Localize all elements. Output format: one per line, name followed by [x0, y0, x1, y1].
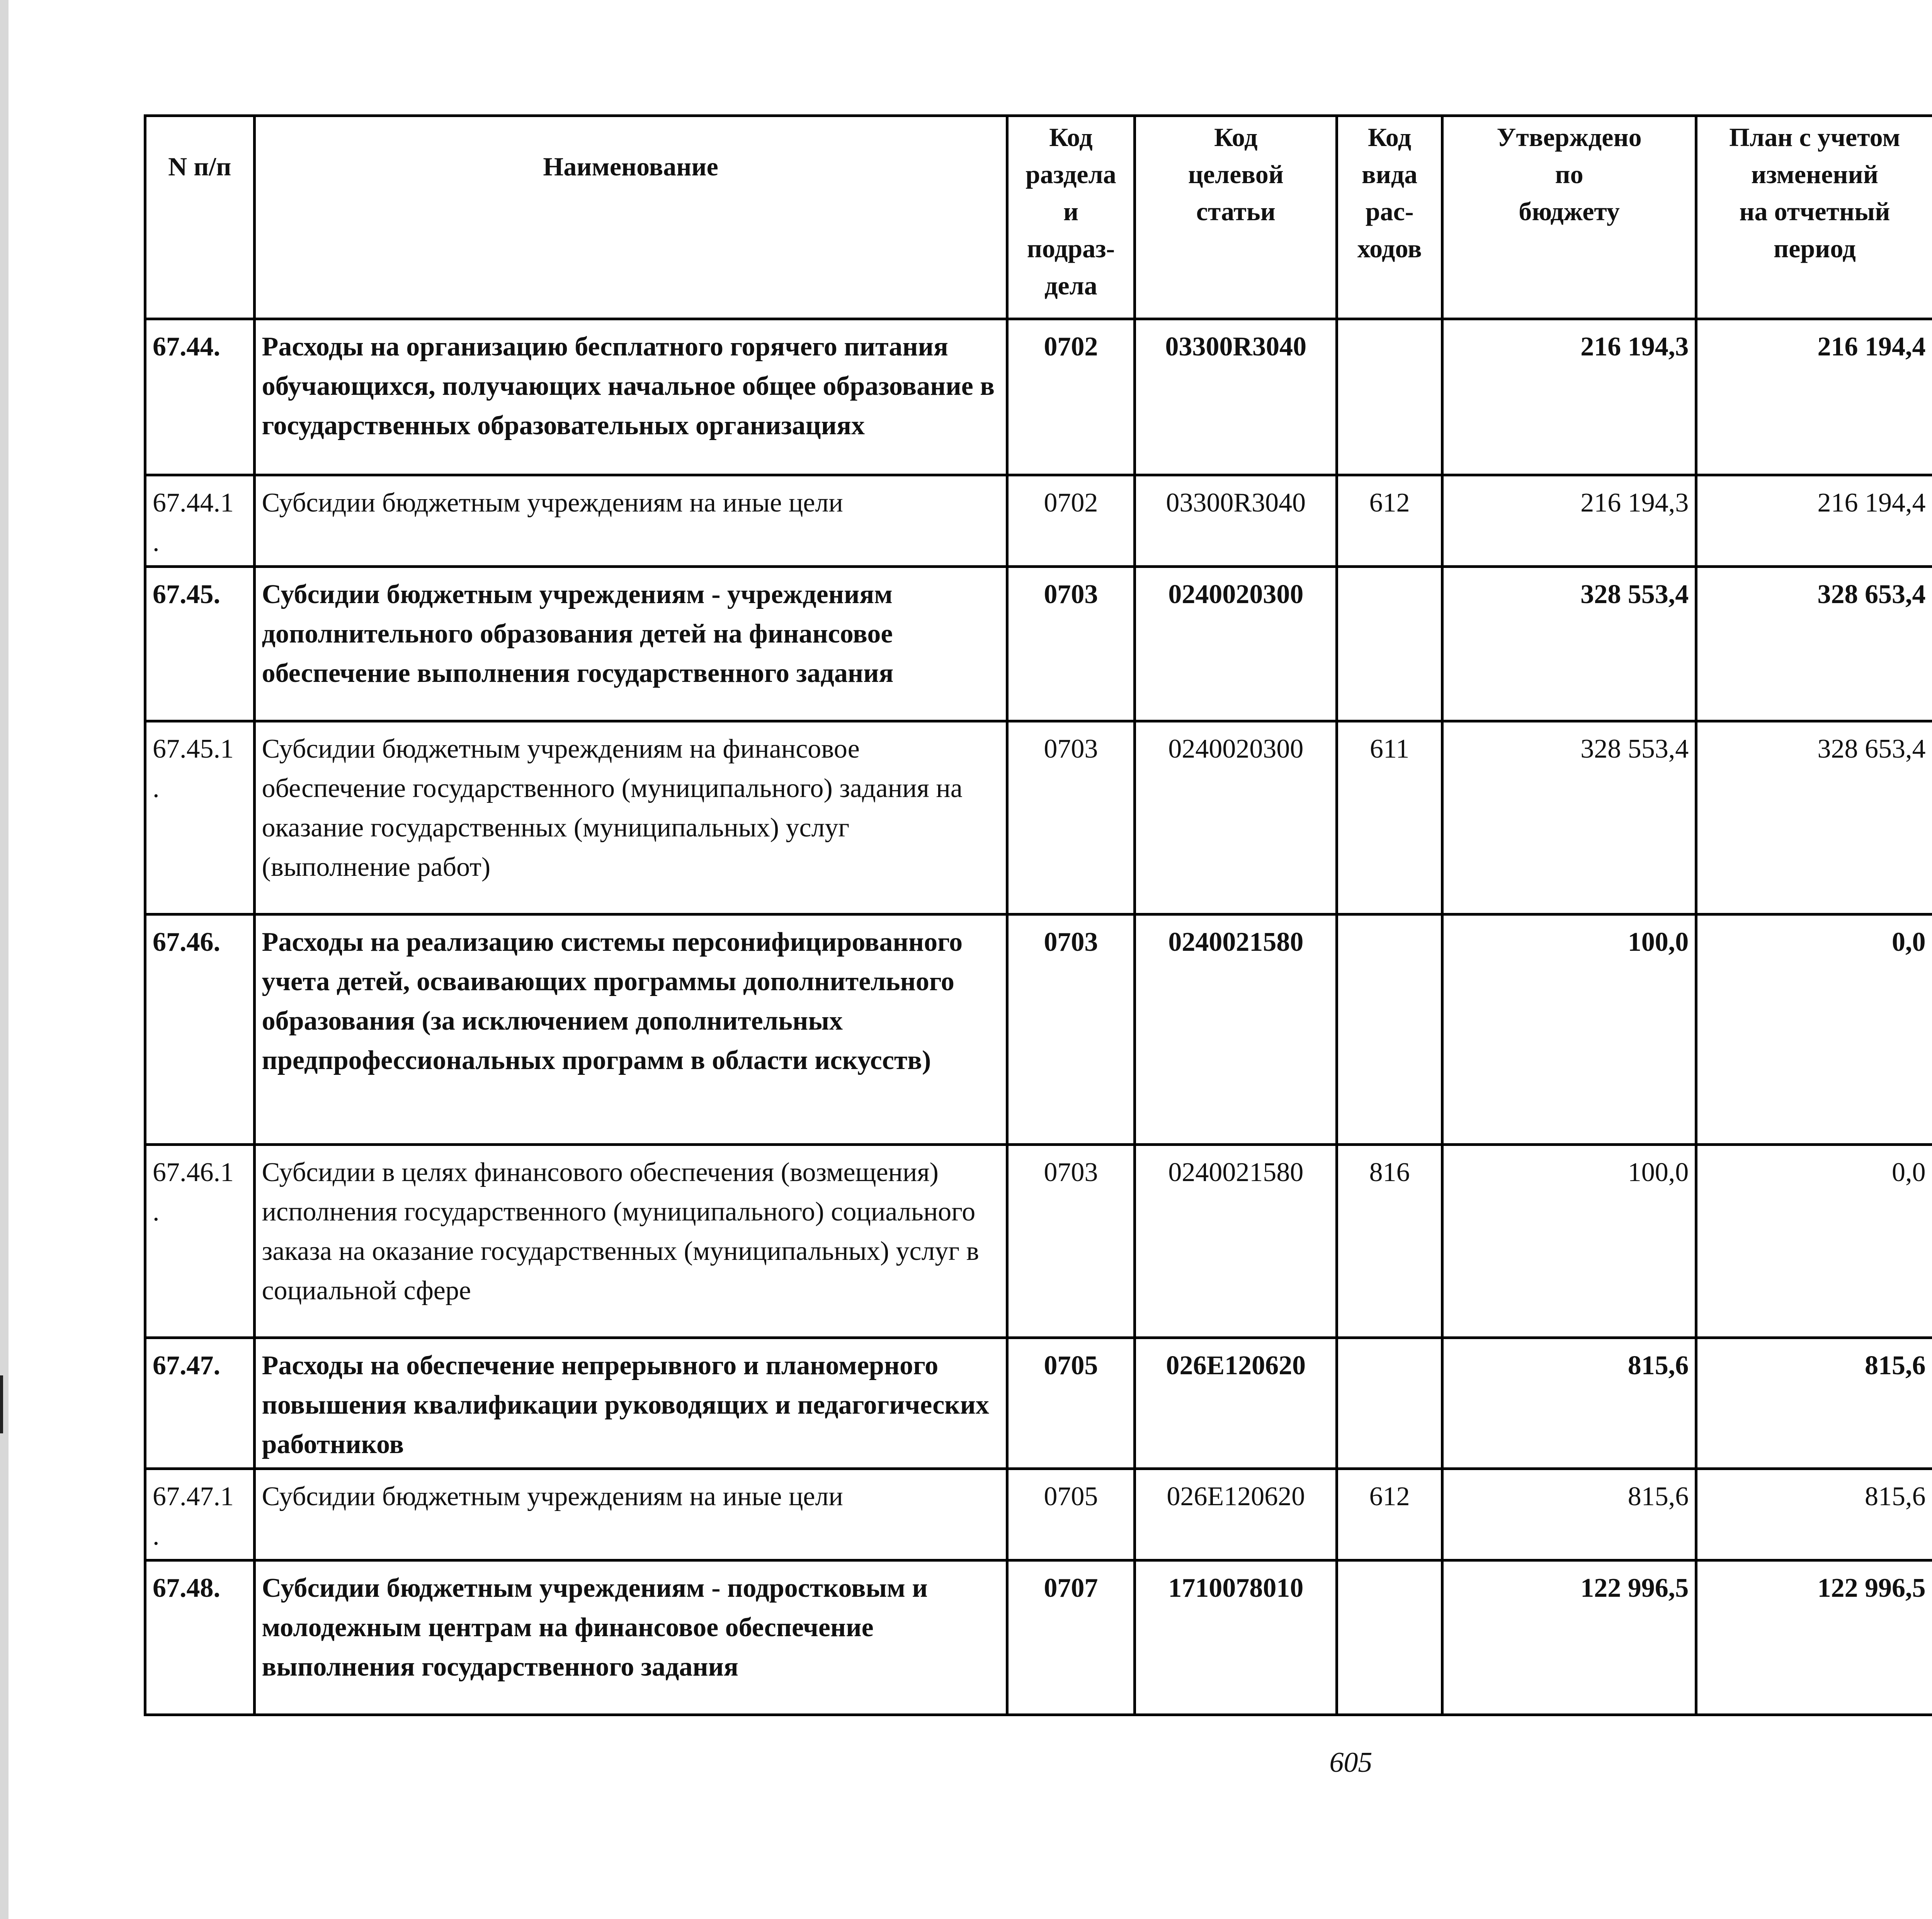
row-cel: 03300R3040	[1135, 319, 1337, 475]
header-num: N п/п	[145, 116, 255, 319]
table-row	[145, 914, 1932, 1145]
header-cel-line: целевой	[1188, 160, 1284, 189]
table-row	[145, 567, 1932, 721]
header-utv-line: Утверждено	[1497, 122, 1642, 152]
row-plan: 0,0	[1696, 914, 1932, 1145]
row-razdel: 0707	[1007, 1560, 1135, 1715]
header-cel-line: статьи	[1196, 197, 1276, 226]
header-vid-line: ходов	[1357, 234, 1422, 263]
header-vid-line: Код	[1367, 122, 1412, 152]
header-plan	[1696, 116, 1932, 319]
row-vid: 612	[1337, 475, 1442, 567]
header-name: Наименование	[254, 116, 1007, 319]
row-vid	[1337, 567, 1442, 721]
row-cel: 026E120620	[1135, 1338, 1337, 1469]
header-razdel-line: дела	[1044, 271, 1097, 300]
scan-mark	[0, 1375, 3, 1433]
table-row	[145, 1145, 1932, 1338]
header-razdel-line: и	[1063, 197, 1079, 226]
row-cel: 026E120620	[1135, 1469, 1337, 1560]
row-name: Субсидии бюджетным учреждениям на иные цели	[254, 475, 1007, 567]
row-cel: 03300R3040	[1135, 475, 1337, 567]
row-vid	[1337, 319, 1442, 475]
row-num: 67.44.	[145, 319, 255, 475]
table-row	[145, 475, 1932, 567]
row-name: Расходы на реализацию системы персонифицированного учета детей, осваивающих программы дополнительного образования (за исключением дополнительных предпрофессиональных программ в области искусств)	[254, 914, 1007, 1145]
header-razdel-line: подраз-	[1027, 234, 1115, 263]
table-row	[145, 1469, 1932, 1560]
row-plan: 216 194,4	[1696, 319, 1932, 475]
header-razdel-line: Код	[1049, 122, 1093, 152]
row-utv: 328 553,4	[1442, 721, 1696, 914]
row-utv: 815,6	[1442, 1338, 1696, 1469]
header-plan-line: на отчетный	[1739, 197, 1890, 226]
row-name: Субсидии бюджетным учреждениям - учреждениям дополнительного образования детей на финансовое обеспечение выполнения государственного задания	[254, 567, 1007, 721]
row-utv: 216 194,3	[1442, 475, 1696, 567]
row-utv: 216 194,3	[1442, 319, 1696, 475]
table-row	[145, 319, 1932, 475]
row-num: 67.48.	[145, 1560, 255, 1715]
row-utv: 100,0	[1442, 1145, 1696, 1338]
header-plan-line: период	[1774, 234, 1856, 263]
header-utv-line: бюджету	[1519, 197, 1620, 226]
row-name: Субсидии бюджетным учреждениям - подростковым и молодежным центрам на финансовое обеспечение выполнения государственного задания	[254, 1560, 1007, 1715]
row-vid: 611	[1337, 721, 1442, 914]
row-num: 67.45.	[145, 567, 255, 721]
row-cel: 0240021580	[1135, 914, 1337, 1145]
header-vid-line: рас-	[1365, 197, 1414, 226]
scan-left-edge	[0, 0, 9, 1919]
row-plan: 328 653,4	[1696, 567, 1932, 721]
row-plan: 0,0	[1696, 1145, 1932, 1338]
header-plan-line: изменений	[1751, 160, 1878, 189]
row-name: Расходы на обеспечение непрерывного и планомерного повышения квалификации руководящих и педагогических работников	[254, 1338, 1007, 1469]
row-utv: 328 553,4	[1442, 567, 1696, 721]
header-plan-line: План с учетом	[1729, 122, 1900, 152]
row-num: 67.44.1 .	[145, 475, 255, 567]
header-cel	[1135, 116, 1337, 319]
row-vid	[1337, 914, 1442, 1145]
row-num: 67.45.1 .	[145, 721, 255, 914]
row-utv: 122 996,5	[1442, 1560, 1696, 1715]
row-plan: 122 996,5	[1696, 1560, 1932, 1715]
table-row	[145, 721, 1932, 914]
row-name: Расходы на организацию бесплатного горячего питания обучающихся, получающих начальное общее образование в государственных образовательных организациях	[254, 319, 1007, 475]
row-plan: 815,6	[1696, 1338, 1932, 1469]
row-razdel: 0703	[1007, 914, 1135, 1145]
row-vid	[1337, 1560, 1442, 1715]
row-razdel: 0702	[1007, 319, 1135, 475]
row-plan: 815,6	[1696, 1469, 1932, 1560]
row-name: Субсидии бюджетным учреждениям на финансовое обеспечение государственного (муниципального) задания на оказание государственных (муниципальных) услуг (выполнение работ)	[254, 721, 1007, 914]
row-num: 67.46.	[145, 914, 255, 1145]
table-row	[145, 1560, 1932, 1715]
budget-execution-table	[144, 114, 1932, 1716]
page-number: 605	[1329, 1747, 1372, 1778]
table-row	[145, 1338, 1932, 1469]
header-utv-line: по	[1555, 160, 1583, 189]
row-name: Субсидии бюджетным учреждениям на иные цели	[254, 1469, 1007, 1560]
row-razdel: 0705	[1007, 1469, 1135, 1560]
header-cel-line: Код	[1214, 122, 1258, 152]
row-cel: 0240020300	[1135, 721, 1337, 914]
document-page	[144, 114, 1932, 1716]
row-cel: 0240021580	[1135, 1145, 1337, 1338]
row-razdel: 0702	[1007, 475, 1135, 567]
row-utv: 100,0	[1442, 914, 1696, 1145]
row-utv: 815,6	[1442, 1469, 1696, 1560]
row-plan: 328 653,4	[1696, 721, 1932, 914]
header-utv	[1442, 116, 1696, 319]
row-name: Субсидии в целях финансового обеспечения (возмещения) исполнения государственного (муниципального) социального заказа на оказание государственных (муниципальных) услуг в социальной сфере	[254, 1145, 1007, 1338]
row-razdel: 0703	[1007, 721, 1135, 914]
row-vid: 612	[1337, 1469, 1442, 1560]
row-num: 67.47.1 .	[145, 1469, 255, 1560]
header-razdel-line: раздела	[1026, 160, 1116, 189]
header-vid	[1337, 116, 1442, 319]
row-num: 67.47.	[145, 1338, 255, 1469]
row-cel: 1710078010	[1135, 1560, 1337, 1715]
row-razdel: 0703	[1007, 567, 1135, 721]
row-razdel: 0703	[1007, 1145, 1135, 1338]
header-vid-line: вида	[1361, 160, 1418, 189]
row-vid: 816	[1337, 1145, 1442, 1338]
row-num: 67.46.1 .	[145, 1145, 255, 1338]
row-vid	[1337, 1338, 1442, 1469]
row-cel: 0240020300	[1135, 567, 1337, 721]
row-plan: 216 194,4	[1696, 475, 1932, 567]
row-razdel: 0705	[1007, 1338, 1135, 1469]
header-razdel	[1007, 116, 1135, 319]
